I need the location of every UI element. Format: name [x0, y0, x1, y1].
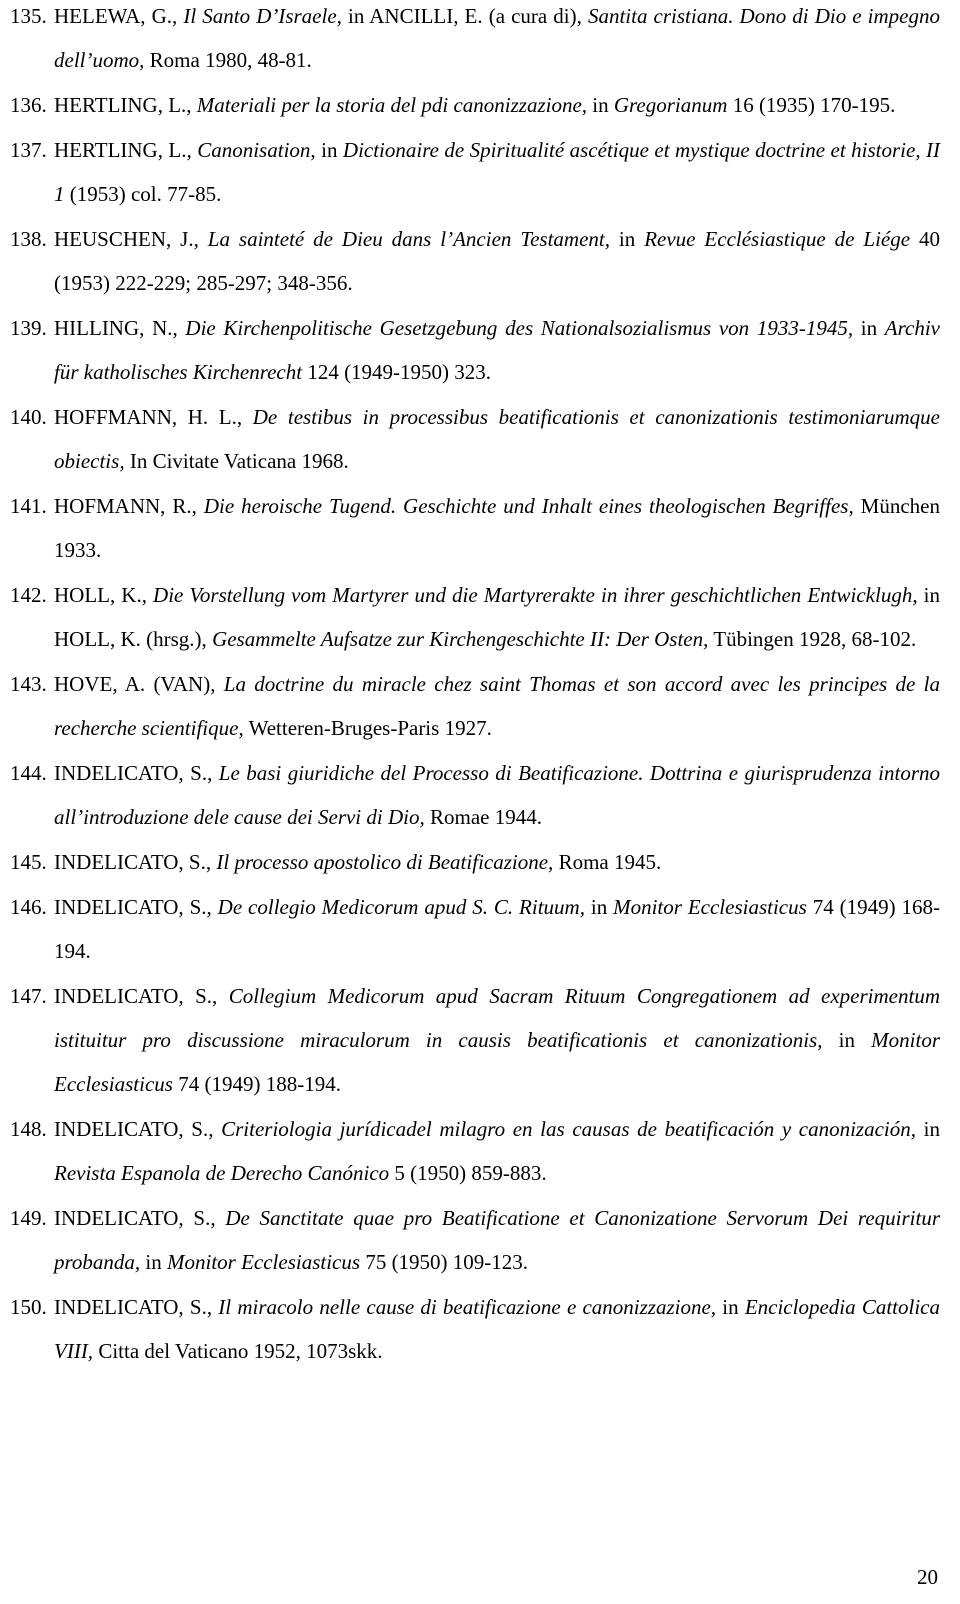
bibliography-entry [10, 395, 940, 483]
entry-text-segment: 40 (1953) 222-229; 285-297; 348-356. [54, 227, 940, 295]
entry-title-segment: Collegium Medicorum apud Sacram Rituum Congregationem ad experimentum istituitur pro discussione miraculorum in causis beatificationis et canonizationis, [54, 984, 940, 1052]
entry-text-segment: HEUSCHEN, J., [54, 227, 208, 251]
entry-number: 136. [10, 93, 47, 117]
entry-text-segment: in [610, 227, 645, 251]
entry-title-segment: De Sanctitate quae pro Beatificatione et Canonizatione Servorum Dei requiritur probanda, [54, 1206, 940, 1274]
entry-text-segment: HOVE, A. (VAN), [54, 672, 224, 696]
entry-text-segment: in ANCILLI, E. (a cura di), [341, 4, 588, 28]
entry-number: 138. [10, 227, 47, 251]
bibliography-list [10, 0, 940, 1374]
entry-text-segment: HILLING, N., [54, 316, 186, 340]
entry-title-segment: De collegio Medicorum apud S. C. Rituum, [217, 895, 585, 919]
entry-text-segment: Citta del Vaticano 1952, 1073skk. [93, 1339, 383, 1363]
bibliography-entry [10, 306, 940, 394]
bibliography-entry [10, 573, 940, 661]
entry-title-segment: Monitor Ecclesiasticus [54, 1028, 940, 1096]
entry-title-segment: Monitor Ecclesiasticus [167, 1250, 361, 1274]
entry-title-segment: Il processo apostolico di Beatificazione, [216, 850, 554, 874]
entry-title-segment: Monitor Ecclesiasticus [613, 895, 807, 919]
entry-text-segment: HELEWA, G., [54, 4, 184, 28]
entry-number: 143. [10, 672, 47, 696]
entry-title-segment: Santita cristiana. Dono di Dio e impegno dell’uomo, [54, 4, 940, 72]
entry-number: 150. [10, 1295, 47, 1319]
entry-number: 148. [10, 1117, 47, 1141]
entry-text-segment: INDELICATO, S., [54, 761, 219, 785]
entry-title-segment: Criteriologia jurídicadel milagro en las causas de beatificación y canonización, [221, 1117, 917, 1141]
entry-number: 144. [10, 761, 47, 785]
entry-text-segment: 16 (1935) 170-195. [727, 93, 896, 117]
entry-text-segment: in [853, 316, 885, 340]
entry-text-segment: 74 (1949) 188-194. [172, 1072, 341, 1096]
bibliography-entry [10, 1285, 940, 1373]
entry-text-segment: in [916, 1117, 940, 1141]
entry-number: 149. [10, 1206, 47, 1230]
entry-title-segment: Die Kirchenpolitische Gesetzgebung des Nationalsozialismus von 1933-1945, [185, 316, 854, 340]
entry-text-segment: in [587, 93, 614, 117]
entry-text-segment: INDELICATO, S., [54, 850, 217, 874]
entry-text-segment: HERTLING, L., [54, 93, 197, 117]
bibliography-entry [10, 0, 940, 82]
entry-number: 146. [10, 895, 47, 919]
entry-title-segment: Die Vorstellung vom Martyrer und die Martyrerakte in ihrer geschichtlichen Entwicklugh, [153, 583, 918, 607]
entry-number: 135. [10, 4, 47, 28]
entry-text-segment: INDELICATO, S., [54, 984, 229, 1008]
entry-title-segment: De testibus in processibus beatificationis et canonizationis testimoniarumque obiectis, [54, 405, 940, 473]
entry-number: 139. [10, 316, 47, 340]
bibliography-entry [10, 885, 940, 973]
bibliography-entry [10, 751, 940, 839]
entry-title-segment: Revista Espanola de Derecho Canónico [54, 1161, 390, 1185]
bibliography-entry [10, 840, 940, 884]
entry-text-segment: 75 (1950) 109-123. [360, 1250, 529, 1274]
entry-text-segment: HOFMANN, R., [54, 494, 204, 518]
entry-number: 147. [10, 984, 47, 1008]
entry-title-segment: Le basi giuridiche del Processo di Beatificazione. Dottrina e giurisprudenza intorno all’introduzione dele cause dei Servi di Dio, [54, 761, 940, 829]
entry-title-segment: La sainteté de Dieu dans l’Ancien Testament, [207, 227, 610, 251]
entry-text-segment: München 1933. [54, 494, 940, 562]
entry-title-segment: Dictionaire de Spiritualité ascétique et mystique doctrine et historie, II 1 [54, 138, 941, 206]
entry-text-segment: in [584, 895, 614, 919]
entry-title-segment: Gesammelte Aufsatze zur Kirchengeschichte II: Der Osten, [212, 627, 709, 651]
entry-title-segment: Il miracolo nelle cause di beatificazione e canonizzazione, [218, 1295, 717, 1319]
entry-text-segment: Tübingen 1928, 68-102. [708, 627, 917, 651]
entry-text-segment: Wetteren-Bruges-Paris 1927. [243, 716, 492, 740]
entry-text-segment: INDELICATO, S., [54, 1206, 226, 1230]
bibliography-entry [10, 974, 940, 1106]
page-number: 20 [917, 1565, 938, 1589]
bibliography-entry [10, 484, 940, 572]
entry-title-segment: Canonisation, [197, 138, 316, 162]
entry-title-segment: Materiali per la storia del pdi canonizzazione, [196, 93, 588, 117]
entry-text-segment: in [315, 138, 343, 162]
entry-title-segment: Revue Ecclésiastique de Liége [644, 227, 911, 251]
entry-title-segment: Enciclopedia Cattolica VIII, [54, 1295, 940, 1363]
entry-text-segment: 5 (1950) 859-883. [389, 1161, 547, 1185]
entry-text-segment: 74 (1949) 168-194. [54, 895, 940, 963]
bibliography-entry [10, 1196, 940, 1284]
entry-text-segment: Roma 1980, 48-81. [144, 48, 312, 72]
entry-text-segment: HOFFMANN, H. L., [54, 405, 253, 429]
bibliography-entry [10, 1107, 940, 1195]
entry-number: 137. [10, 138, 47, 162]
entry-title-segment: Die heroische Tugend. Geschichte und Inhalt eines theologischen Begriffes, [203, 494, 854, 518]
entry-text-segment: INDELICATO, S., [54, 1295, 219, 1319]
entry-title-segment: Gregorianum [613, 93, 728, 117]
entry-text-segment: in [716, 1295, 745, 1319]
entry-number: 142. [10, 583, 47, 607]
bibliography-entry [10, 217, 940, 305]
bibliography-entry [10, 662, 940, 750]
entry-title-segment: Il Santo D’Israele, [183, 4, 342, 28]
entry-text-segment: Romae 1944. [424, 805, 542, 829]
entry-text-segment: INDELICATO, S., [54, 895, 218, 919]
entry-text-segment: 124 (1949-1950) 323. [302, 360, 492, 384]
entry-number: 140. [10, 405, 47, 429]
entry-text-segment: Roma 1945. [553, 850, 662, 874]
entry-number: 141. [10, 494, 47, 518]
entry-text-segment: In Civitate Vaticana 1968. [124, 449, 349, 473]
entry-number: 145. [10, 850, 47, 874]
entry-text-segment: in HOLL, K. (hrsg.), [54, 583, 940, 651]
entry-text-segment: INDELICATO, S., [54, 1117, 222, 1141]
entry-text-segment: HERTLING, L., [54, 138, 198, 162]
entry-title-segment: Archiv für katholisches Kirchenrecht [54, 316, 940, 384]
entry-title-segment: La doctrine du miracle chez saint Thomas et son accord avec les principes de la recherche scientifique, [54, 672, 940, 740]
entry-text-segment: HOLL, K., [54, 583, 154, 607]
entry-text-segment: in [822, 1028, 872, 1052]
bibliography-entry [10, 128, 940, 216]
entry-text-segment: in [140, 1250, 167, 1274]
entry-text-segment: (1953) col. 77-85. [64, 182, 222, 206]
bibliography-entry [10, 83, 940, 127]
